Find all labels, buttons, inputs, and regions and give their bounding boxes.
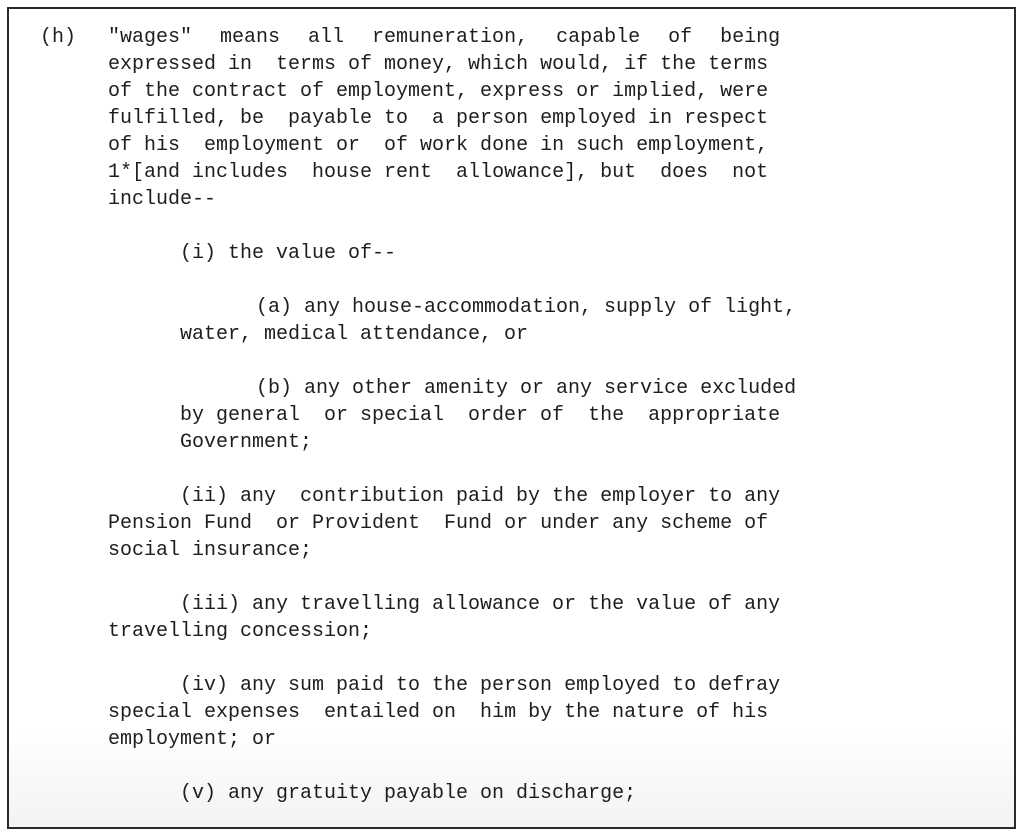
subclause-v: (v) any gratuity payable on discharge; (180, 782, 637, 805)
item-b-line: (b) any other amenity or any service excluded (256, 377, 797, 400)
clause-line: fulfilled, be payable to a person employed in respect (108, 107, 769, 130)
item-b-line: Government; (180, 431, 313, 454)
clause-label: (h) (40, 26, 77, 49)
clause-line: include-- (108, 188, 217, 211)
subclause-i: (i) the value of-- (180, 242, 397, 265)
clause-line: expressed in terms of money, which would, if the terms (108, 53, 769, 76)
item-a-line: water, medical attendance, or (180, 323, 529, 346)
item-a-line: (a) any house-accommodation, supply of light, (256, 296, 797, 319)
subclause-ii-line: social insurance; (108, 539, 313, 562)
clause-line: of the contract of employment, express or implied, were (108, 80, 769, 103)
subclause-ii-line: (ii) any contribution paid by the employer to any (180, 485, 781, 508)
subclause-iii-line: (iii) any travelling allowance or the value of any (180, 593, 781, 616)
clause-line: 1*[and includes house rent allowance], but does not (108, 161, 769, 184)
subclause-iv-line: special expenses entailed on him by the nature of his (108, 701, 769, 724)
clause-line: of his employment or of work done in such employment, (108, 134, 769, 157)
subclause-iv-line: employment; or (108, 728, 277, 751)
subclause-ii-line: Pension Fund or Provident Fund or under any scheme of (108, 512, 769, 535)
item-b-line: by general or special order of the appropriate (180, 404, 781, 427)
subclause-iii-line: travelling concession; (108, 620, 373, 643)
subclause-iv-line: (iv) any sum paid to the person employed to defray (180, 674, 781, 697)
clause-line: "wages" means all remuneration, capable of being (108, 26, 781, 49)
